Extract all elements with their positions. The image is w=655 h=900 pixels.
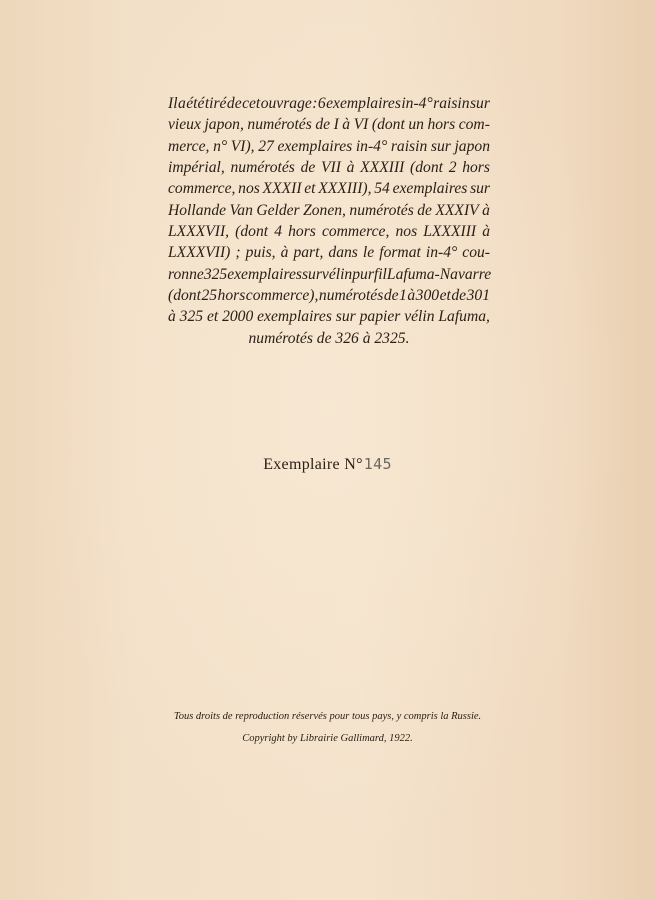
word: sur [469, 95, 490, 112]
word: hors [427, 116, 456, 134]
word: in-4° [401, 95, 433, 112]
word: Il [168, 95, 178, 112]
justification-line-text [168, 136, 490, 157]
word: à [342, 116, 351, 134]
word: : [312, 95, 318, 112]
word: in-4° [355, 137, 388, 155]
exemplaire-number: 145 [363, 455, 392, 473]
word: 2000 [222, 308, 254, 326]
word: VII [321, 159, 341, 177]
word: ouvrage [260, 95, 312, 112]
justification-line-text [168, 157, 490, 178]
justification-line-text [168, 242, 490, 263]
word: XXXIII), [318, 180, 372, 198]
word: cet [242, 95, 261, 112]
word: à [482, 223, 490, 241]
word: sur [301, 265, 322, 283]
word: LXXXVII, [168, 223, 230, 241]
word: raisin [390, 137, 428, 155]
justification-line-text: numérotés de 326 à 2325. [248, 329, 410, 347]
word: nos [238, 180, 260, 198]
word: 325 [203, 265, 228, 283]
word: exemplaires [227, 265, 302, 283]
word: VI), [230, 137, 255, 155]
word: nos [395, 223, 418, 241]
word: merce, [168, 137, 210, 155]
rights-reserved-text: Tous droits de reproduction réservés pour tous pays, y compris la Russie. [173, 711, 482, 722]
word: numérotés [349, 201, 414, 219]
word: (dont [235, 223, 269, 241]
justification-line [168, 264, 490, 285]
word: 4 [274, 223, 282, 241]
justification-line [168, 114, 490, 135]
word: part, [293, 244, 324, 262]
word: VI [353, 116, 369, 134]
word: raisin [433, 95, 470, 112]
justification-line [168, 285, 490, 306]
word: 2 [448, 159, 457, 177]
word: à [280, 244, 289, 262]
word: tiré [204, 95, 227, 112]
word: Zonen, [303, 201, 346, 219]
copyright-notice [0, 706, 655, 750]
word: Gelder [256, 201, 300, 219]
word: ; [235, 244, 241, 262]
justification-line-text [168, 285, 490, 306]
word: et [304, 180, 316, 198]
justification-du-tirage [168, 93, 490, 349]
justification-line-text [168, 306, 490, 327]
word: un [408, 116, 424, 134]
word: 27 [258, 137, 274, 155]
word: in-4° [425, 244, 458, 262]
word: impérial, [168, 159, 225, 177]
exemplaire-label: Exemplaire N° [263, 456, 363, 473]
copyright-text: Copyright by Librairie Gallimard, 1922. [242, 733, 413, 744]
word: XXXII [262, 180, 302, 198]
word: Lafuma-Navarre [386, 265, 492, 283]
word: numérotés [230, 159, 295, 177]
word: le [362, 244, 375, 262]
justification-line [168, 242, 490, 263]
word: com- [458, 116, 490, 134]
justification-line-text [168, 264, 490, 285]
word: papier [359, 308, 401, 326]
word: vélin [404, 308, 435, 326]
justification-line-text [168, 200, 490, 221]
word: Hollande [168, 201, 227, 219]
word: cou- [462, 244, 490, 262]
word: de [383, 287, 399, 305]
word: commerce), [245, 287, 319, 305]
word: LXXXIII [423, 223, 477, 241]
justification-line [168, 178, 490, 199]
word: de [451, 287, 467, 305]
justification-line-text [168, 221, 490, 242]
word: a [177, 95, 186, 112]
word: exemplaires [392, 180, 468, 198]
word: japon, [204, 116, 244, 134]
word: 1 [399, 287, 407, 305]
word: LXXXVII) [168, 244, 231, 262]
justification-line [168, 200, 490, 221]
word: vieux [168, 116, 201, 134]
word: XXXIV [435, 201, 479, 219]
word: hors [462, 159, 490, 177]
word: 300 [415, 287, 440, 305]
word: Lafuma, [438, 308, 490, 326]
justification-line-text [168, 178, 490, 199]
word: à [407, 287, 416, 305]
word: de [300, 159, 316, 177]
word: format [379, 244, 421, 262]
justification-line-last [168, 328, 490, 349]
word: 301 [466, 287, 490, 305]
word: numérotés [247, 116, 312, 134]
word: n° [213, 137, 228, 155]
word: et [439, 287, 451, 305]
word: 25 [201, 287, 218, 305]
word: XXXIII [360, 159, 405, 177]
word: été [186, 95, 205, 112]
word: Van [229, 201, 253, 219]
word: japon [454, 137, 490, 155]
word: dans [328, 244, 358, 262]
word: 325 [179, 308, 204, 326]
word: vélin [321, 265, 353, 283]
word: sur [470, 180, 490, 198]
word: et [206, 308, 219, 326]
justification-line [168, 157, 490, 178]
word: hors [288, 223, 316, 241]
word: exemplaires [257, 308, 332, 326]
justification-line [168, 306, 490, 327]
word: commerce, [321, 223, 390, 241]
exemplaire-number-line [0, 455, 655, 474]
word: puis, [245, 244, 276, 262]
word: fil [373, 265, 387, 283]
word: de [315, 116, 331, 134]
word: exemplaires [326, 95, 401, 112]
word: 6 [317, 95, 326, 112]
word: pur [352, 265, 374, 283]
word: à [346, 159, 355, 177]
word: (dont [168, 287, 201, 305]
word: numérotés [318, 287, 384, 305]
word: (dont [371, 116, 405, 134]
word: (dont [410, 159, 443, 177]
justification-line [168, 136, 490, 157]
word: de [226, 95, 242, 112]
word: 54 [374, 180, 390, 198]
word: à [482, 201, 490, 219]
word: sur [430, 137, 451, 155]
word: commerce, [168, 180, 236, 198]
justification-line-text [168, 93, 490, 114]
word: hors [217, 287, 246, 305]
word: exemplaires [277, 137, 353, 155]
word: sur [335, 308, 356, 326]
justification-line [168, 93, 490, 114]
justification-line-text [168, 114, 490, 135]
word: de [417, 201, 432, 219]
justification-line [168, 221, 490, 242]
word: ronne [168, 265, 204, 283]
word: à [168, 308, 176, 326]
word: I [333, 116, 339, 134]
